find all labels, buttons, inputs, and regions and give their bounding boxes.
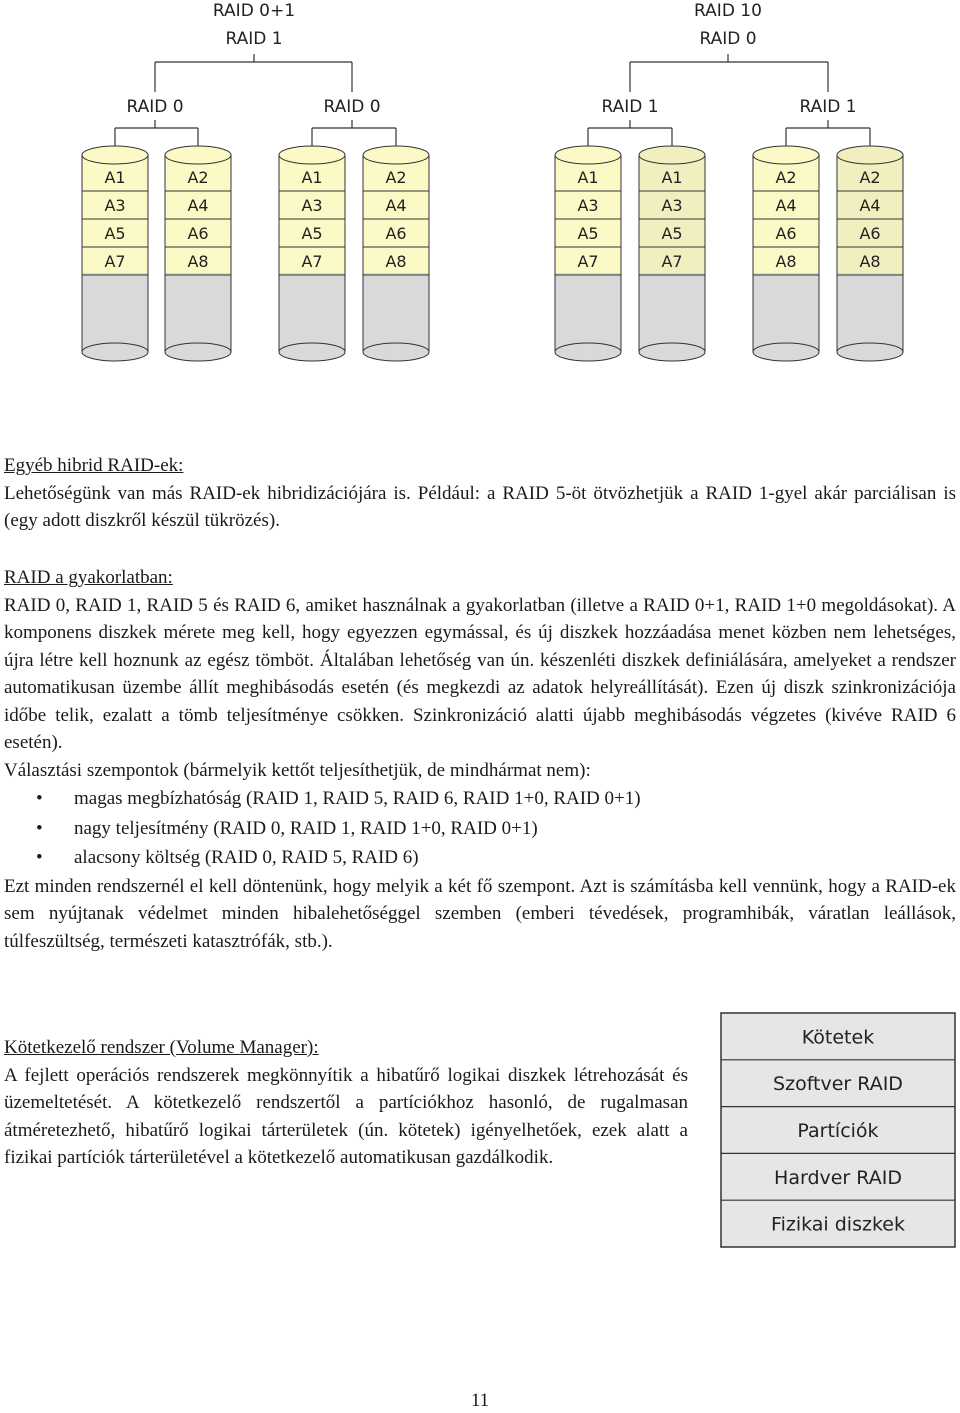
disk-block-label: A3 xyxy=(301,196,323,215)
disk-block-label: A2 xyxy=(859,168,881,187)
disk-block-label: A5 xyxy=(104,224,126,243)
hybrid-raid-section xyxy=(4,452,956,535)
disk-block-label: A8 xyxy=(187,252,209,271)
layer-label: Fizikai diszkek xyxy=(771,1213,905,1236)
disk-bottom xyxy=(279,343,345,361)
layer-label: Kötetek xyxy=(801,1026,875,1049)
disk-block-label: A7 xyxy=(577,252,599,271)
volume-manager-section xyxy=(4,1034,688,1172)
disk-block-label: A4 xyxy=(859,196,881,215)
disk-top xyxy=(555,146,621,164)
disk-block-label: A1 xyxy=(104,168,126,187)
disk-block-label: A2 xyxy=(385,168,407,187)
disk-block-label: A2 xyxy=(775,168,797,187)
criteria-item: • alacsony költség (RAID 0, RAID 5, RAID 6) xyxy=(4,843,956,873)
disk-block-label: A1 xyxy=(661,168,683,187)
disk-top xyxy=(837,146,903,164)
disk-block-label: A6 xyxy=(385,224,407,243)
group-raid-label: RAID 1 xyxy=(601,97,659,117)
layer-label: Szoftver RAID xyxy=(773,1073,903,1096)
criteria-list xyxy=(4,784,956,873)
disk-block-label: A3 xyxy=(104,196,126,215)
disk-block-label: A4 xyxy=(385,196,407,215)
criteria-item: • nagy teljesítmény (RAID 0, RAID 1, RAID 1+0, RAID 0+1) xyxy=(4,814,956,844)
disk-top xyxy=(363,146,429,164)
disk-bottom xyxy=(363,343,429,361)
top-raid-label: RAID 10 xyxy=(694,1,762,21)
layer-label: Hardver RAID xyxy=(774,1166,902,1189)
volume-layer-diagram xyxy=(720,1012,956,1248)
raid-hierarchy-diagram xyxy=(0,0,960,380)
volume-manager-text: A fejlett operációs rendszerek megkönnyítik a hibatűrő logikai diszkek létrehozását és üzemeltetését. A kötetkezelő rendszertől a partíciókhoz hasonló, de rugalmasan átméretezhető, hibatűrő logikai tárterületek (ún. kötetek) igényelhetőek, ezek alatt a fizikai partíciók tárterületével a kötetkezelő automatikusan gazdálkodik. xyxy=(4,1064,688,1168)
disk-top xyxy=(639,146,705,164)
hybrid-raid-text: Lehetőségünk van más RAID-ek hibridizációjára is. Például: a RAID 5-öt ötvözhetjük a RAID 1-gyel akár parciálisan is (egy adott diszkről készül tükrözés). xyxy=(4,482,956,531)
disk-block-label: A8 xyxy=(385,252,407,271)
page-number: 11 xyxy=(470,1390,490,1411)
disk-bottom xyxy=(639,343,705,361)
layer-label: Partíciók xyxy=(797,1120,879,1142)
disk-block-label: A8 xyxy=(775,252,797,271)
disk-block-label: A6 xyxy=(187,224,209,243)
disk-block-label: A2 xyxy=(187,168,209,187)
disk-block-label: A5 xyxy=(661,224,683,243)
disk-block-label: A4 xyxy=(775,196,797,215)
disk-block-label: A8 xyxy=(859,252,881,271)
disk-top xyxy=(165,146,231,164)
volume-manager-heading: Kötetkezelő rendszer (Volume Manager): xyxy=(4,1037,319,1058)
hybrid-raid-heading: Egyéb hibrid RAID-ek: xyxy=(4,455,184,476)
disk-bottom xyxy=(753,343,819,361)
disk-block-label: A6 xyxy=(859,224,881,243)
disk-top xyxy=(753,146,819,164)
disk-bottom xyxy=(165,343,231,361)
disk-bottom xyxy=(837,343,903,361)
top-raid-sublabel: RAID 0 xyxy=(699,29,757,49)
group-raid-label: RAID 0 xyxy=(323,97,381,117)
top-raid-label: RAID 0+1 xyxy=(212,1,296,21)
top-raid-sublabel: RAID 1 xyxy=(225,29,283,49)
disk-block-label: A3 xyxy=(577,196,599,215)
disk-bottom xyxy=(82,343,148,361)
disk-block-label: A7 xyxy=(301,252,323,271)
disk-block-label: A7 xyxy=(661,252,683,271)
disk-block-label: A1 xyxy=(577,168,599,187)
disk-block-label: A1 xyxy=(301,168,323,187)
disk-block-label: A5 xyxy=(301,224,323,243)
disk-bottom xyxy=(555,343,621,361)
raid-practice-closing: Ezt minden rendszernél el kell döntenünk, hogy melyik a két fő szempont. Azt is számításba kell vennünk, hogy a RAID-ek sem nyújtanak védelmet minden hibalehetőséggel szemben (emberi tévedések, programhibák, váratlan leállások, túlfeszültség, természeti katasztrófák, stb.). xyxy=(4,875,956,952)
disk-top xyxy=(279,146,345,164)
raid-practice-heading: RAID a gyakorlatban: xyxy=(4,567,173,588)
disk-block-label: A3 xyxy=(661,196,683,215)
criteria-item: • magas megbízhatóság (RAID 1, RAID 5, RAID 6, RAID 1+0, RAID 0+1) xyxy=(4,784,956,814)
group-raid-label: RAID 1 xyxy=(799,97,857,117)
disk-block-label: A5 xyxy=(577,224,599,243)
group-raid-label: RAID 0 xyxy=(126,97,184,117)
disk-block-label: A6 xyxy=(775,224,797,243)
criteria-intro: Választási szempontok (bármelyik kettőt teljesíthetjük, de mindhármat nem): xyxy=(4,759,591,781)
raid-practice-text: RAID 0, RAID 1, RAID 5 és RAID 6, amiket használnak a gyakorlatban (illetve a RAID 0+1, RAID 1+0 megoldásokat). A komponens diszkek mérete meg kell, hogy egyezzen egymással, és új diszkek hozzáadása menet közben nem lehetséges, újra létre kell hoznunk az egész tömböt. Általában lehetőség van ún. készenléti diszkek definiálására, amelyeket a rendszer automatikusan üzembe állít meghibásodás esetén (és megkezdi az adatok helyreállítását). Ezen új diszk szinkronizációja időbe telik, ezalatt a tömb teljesítménye csökken. Szinkronizáció alatti újabb meghibásodás végzetes (kivéve RAID 6 esetén). xyxy=(4,594,956,753)
disk-top xyxy=(82,146,148,164)
disk-block-label: A4 xyxy=(187,196,209,215)
disk-block-label: A7 xyxy=(104,252,126,271)
raid-practice-section xyxy=(4,564,956,955)
